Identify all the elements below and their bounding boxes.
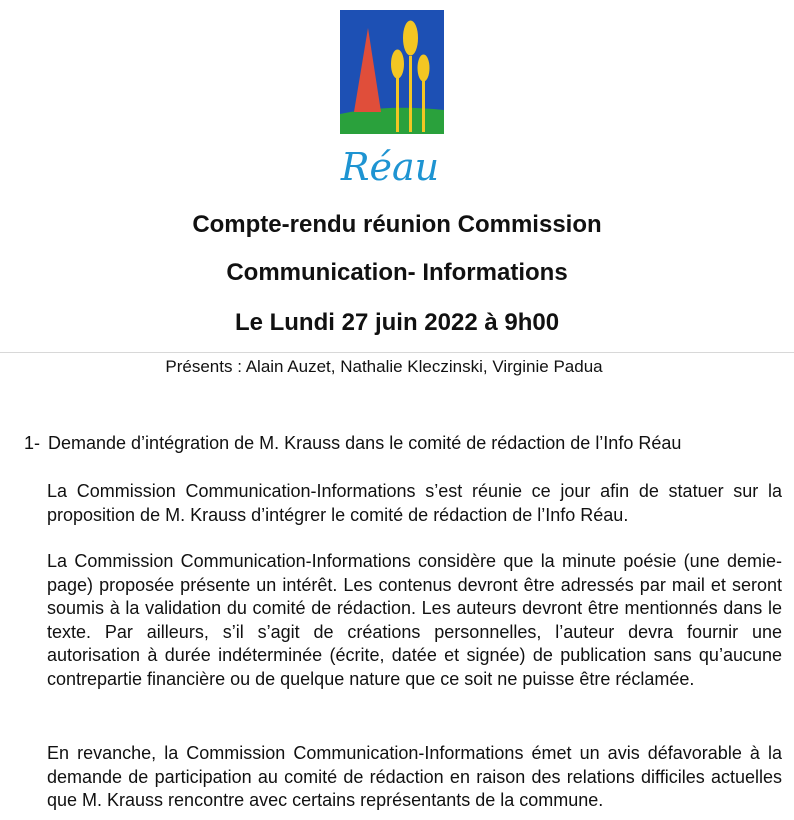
logo-wordmark: Réau (340, 145, 440, 188)
reau-logo (328, 8, 452, 188)
paragraph-3: En revanche, la Commission Communication-Informations émet un avis défavorable à la demande de participation au comité de rédaction en raison des relations difficiles actuelles que M. Krauss rencontre avec certains représentants de la commune. (47, 743, 782, 810)
scan-artifact-line (0, 352, 794, 353)
paragraph-2: La Commission Communication-Informations considère que la minute poésie (une demie-page) proposée présente un intérêt. Les contenus devront être adressés par mail et seront soumis à la validation du comité de rédaction. Les auteurs devront être mentionnés dans le texte. Par ailleurs, s’il s’agit de créations personnelles, l’auteur devra fournir une autorisation à durée indéterminée (écrite, datée et signée) de publication sans qu’aucune contrepartie financière ou de quelque nature que ce soit ne puisse être réclamée. (47, 551, 782, 689)
title-line-2: Communication- Informations (226, 259, 568, 286)
section-title: Demande d’intégration de M. Krauss dans le comité de rédaction de l’Info Réau (48, 433, 682, 453)
paragraph-1: La Commission Communication-Informations s’est réunie ce jour afin de statuer sur la proposition de M. Krauss d’intégrer le comité de rédaction de l’Info Réau. (47, 481, 782, 525)
title-line-1: Compte-rendu réunion Commission (192, 211, 602, 238)
attendees-line: Présents : Alain Auzet, Nathalie Kleczinski, Virginie Padua (165, 357, 603, 376)
title-line-3: Le Lundi 27 juin 2022 à 9h00 (234, 309, 560, 336)
section-number: 1- (24, 433, 41, 453)
